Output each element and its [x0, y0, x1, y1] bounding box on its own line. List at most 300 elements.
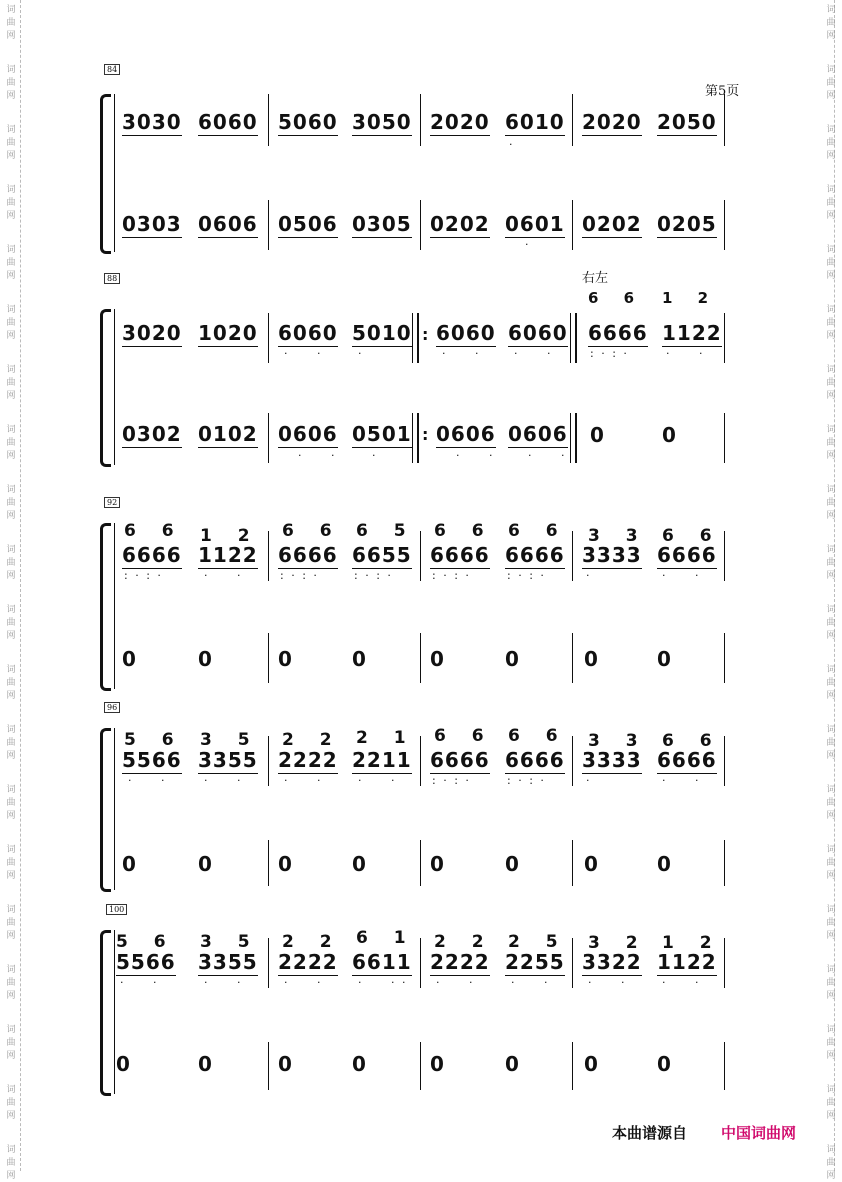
- note-group: 1122: [657, 950, 717, 974]
- watermark-char: 词: [6, 365, 16, 375]
- watermark-char: 曲: [6, 678, 16, 688]
- top-notes: 5 6: [116, 932, 176, 952]
- octave-dots: · ·: [358, 774, 397, 787]
- watermark-char: 词: [826, 125, 836, 135]
- hand-annotation: 右左: [582, 271, 609, 286]
- watermark-char: 网: [6, 31, 16, 41]
- note-group: 6666: [657, 543, 717, 567]
- watermark-char: 词: [826, 1025, 836, 1035]
- octave-dots: : · : ·: [124, 569, 163, 582]
- barline: [268, 736, 269, 786]
- note-group: 0303: [122, 212, 182, 236]
- rest: 0: [122, 852, 136, 876]
- watermark-char: 词: [6, 1025, 16, 1035]
- watermark-char: 词: [826, 665, 836, 675]
- rest: 0: [657, 852, 671, 876]
- barline: [572, 938, 573, 988]
- barline: [268, 94, 269, 146]
- octave-dot: ·: [586, 774, 592, 787]
- watermark-char: 曲: [826, 1098, 836, 1108]
- watermark-char: 网: [6, 1051, 16, 1061]
- rest: 0: [584, 1052, 598, 1076]
- note-group: 0305: [352, 212, 412, 236]
- watermark-char: 词: [6, 5, 16, 15]
- note-group: 0606: [436, 422, 496, 446]
- octave-dots: · ·: [204, 976, 243, 989]
- rest: 0: [278, 1052, 292, 1076]
- barline: [724, 736, 725, 786]
- watermark-char: 网: [6, 391, 16, 401]
- watermark-char: 网: [826, 391, 836, 401]
- top-notes: 3 3: [588, 526, 648, 546]
- watermark-char: 词: [6, 845, 16, 855]
- note-group: 2050: [657, 110, 717, 134]
- octave-dots: · ·: [588, 976, 627, 989]
- watermark-char: 曲: [6, 438, 16, 448]
- barline: [420, 840, 421, 886]
- watermark-char: 词: [826, 1085, 836, 1095]
- watermark-char: 网: [6, 91, 16, 101]
- watermark-char: 网: [6, 511, 16, 521]
- source-label: 本曲谱源自: [612, 1124, 688, 1142]
- score-system-92: [100, 497, 730, 692]
- ornament-notes: 1 2: [662, 289, 719, 307]
- octave-dots: · ·: [662, 976, 701, 989]
- watermark-char: 网: [6, 331, 16, 341]
- note-group: 0606: [508, 422, 568, 446]
- system-start-bar: [114, 309, 115, 465]
- double-barline: [412, 413, 419, 463]
- barline: [724, 938, 725, 988]
- watermark-char: 词: [826, 905, 836, 915]
- rest: 0: [584, 647, 598, 671]
- rest: 0: [278, 852, 292, 876]
- watermark-char: 网: [826, 151, 836, 161]
- note-group: 2255: [505, 950, 565, 974]
- rest: 0: [657, 1052, 671, 1076]
- double-barline: [570, 313, 577, 363]
- octave-dot: ·: [586, 569, 592, 582]
- barline: [420, 531, 421, 581]
- note-group: 3333: [582, 748, 642, 772]
- watermark-char: 网: [826, 1051, 836, 1061]
- octave-dots: · ·: [204, 569, 243, 582]
- note-group: 2020: [430, 110, 490, 134]
- watermark-char: 曲: [6, 618, 16, 628]
- watermark-char: 词: [826, 185, 836, 195]
- octave-dots: : · : ·: [432, 774, 471, 787]
- octave-dots: · ·: [284, 774, 323, 787]
- note-group: 0606: [198, 212, 258, 236]
- watermark-char: 网: [6, 451, 16, 461]
- watermark-char: 词: [826, 65, 836, 75]
- watermark-char: 曲: [826, 618, 836, 628]
- octave-dots: · ·: [436, 976, 475, 989]
- note-group: 6666: [505, 543, 565, 567]
- system-brace: [100, 94, 111, 254]
- watermark-char: 词: [6, 65, 16, 75]
- note-group: 5566: [116, 950, 176, 974]
- watermark-char: 网: [6, 271, 16, 281]
- note-group: 3050: [352, 110, 412, 134]
- top-notes: 2 1: [356, 728, 416, 748]
- rest: 0: [505, 647, 519, 671]
- note-group: 6666: [430, 543, 490, 567]
- note-group: 5566: [122, 748, 182, 772]
- score-system-88: [100, 273, 730, 468]
- octave-dots: · · ·: [358, 976, 408, 989]
- top-notes: 6 6: [508, 726, 568, 746]
- barline: [420, 94, 421, 146]
- watermark-char: 曲: [826, 258, 836, 268]
- octave-dot: ·: [372, 449, 378, 462]
- note-group: 6666: [430, 748, 490, 772]
- top-notes: 6 6: [124, 521, 184, 541]
- watermark-char: 词: [826, 245, 836, 255]
- top-notes: 5 6: [124, 730, 184, 750]
- barline: [268, 633, 269, 683]
- watermark-char: 词: [826, 965, 836, 975]
- watermark-char: 词: [826, 425, 836, 435]
- rest: 0: [352, 1052, 366, 1076]
- octave-dots: : · : ·: [507, 569, 546, 582]
- watermark-char: 词: [826, 785, 836, 795]
- note-group: 5060: [278, 110, 338, 134]
- note-group: 0302: [122, 422, 182, 446]
- note-group: 6666: [505, 748, 565, 772]
- watermark-char: 曲: [6, 258, 16, 268]
- note-group: 6655: [352, 543, 412, 567]
- note-group: 6060: [508, 321, 568, 345]
- note-group: 3333: [582, 543, 642, 567]
- octave-dots: : · : ·: [280, 569, 319, 582]
- barline: [420, 1042, 421, 1090]
- watermark-char: 网: [826, 571, 836, 581]
- note-group: 0202: [430, 212, 490, 236]
- barline: [420, 200, 421, 250]
- watermark-char: 曲: [826, 438, 836, 448]
- rest: 0: [198, 852, 212, 876]
- watermark-char: 曲: [6, 318, 16, 328]
- octave-dots: · ·: [662, 774, 701, 787]
- watermark-char: 曲: [6, 978, 16, 988]
- rest: 0: [584, 852, 598, 876]
- watermark-char: 曲: [6, 1158, 16, 1168]
- barline: [572, 633, 573, 683]
- watermark-char: 曲: [6, 498, 16, 508]
- octave-dots: · ·: [456, 449, 495, 462]
- note-group: 0601: [505, 212, 565, 236]
- rest: 0: [122, 647, 136, 671]
- note-group: 6666: [657, 748, 717, 772]
- note-group: 6666: [588, 321, 648, 345]
- watermark-char: 词: [6, 125, 16, 135]
- watermark-char: 词: [6, 785, 16, 795]
- barline: [724, 413, 725, 463]
- double-barline: [412, 313, 419, 363]
- score-system-84: [100, 64, 730, 254]
- measure-number: 84: [104, 64, 120, 75]
- note-group: 1122: [662, 321, 722, 345]
- rest: 0: [505, 1052, 519, 1076]
- watermark-char: 网: [826, 691, 836, 701]
- octave-dots: : · : ·: [432, 569, 471, 582]
- watermark-char: 网: [826, 631, 836, 641]
- watermark-char: 网: [826, 931, 836, 941]
- watermark-char: 网: [826, 871, 836, 881]
- watermark-char: 曲: [6, 738, 16, 748]
- note-group: 0202: [582, 212, 642, 236]
- octave-dots: · ·: [204, 774, 243, 787]
- site-link[interactable]: 中国词曲网: [721, 1124, 797, 1142]
- octave-dot: ·: [358, 347, 364, 360]
- repeat-sign: :: [422, 425, 429, 444]
- top-notes: 3 5: [200, 730, 260, 750]
- octave-dots: : · : ·: [590, 347, 629, 360]
- octave-dots: : · : ·: [354, 569, 393, 582]
- barline: [572, 840, 573, 886]
- watermark-char: 曲: [826, 798, 836, 808]
- measure-number: 100: [106, 904, 127, 915]
- watermark-char: 网: [6, 991, 16, 1001]
- system-start-bar: [114, 523, 115, 689]
- watermark-char: 词: [826, 5, 836, 15]
- watermark-char: 网: [6, 691, 16, 701]
- octave-dots: · ·: [442, 347, 481, 360]
- watermark-char: 曲: [826, 378, 836, 388]
- top-notes: 1 2: [662, 933, 722, 953]
- note-group: 6611: [352, 950, 412, 974]
- top-notes: 2 2: [434, 932, 494, 952]
- barline: [268, 1042, 269, 1090]
- score-system-96: [100, 702, 730, 892]
- rest: 0: [657, 647, 671, 671]
- note-group: 0501: [352, 422, 412, 446]
- rest: 0: [198, 1052, 212, 1076]
- double-barline: [570, 413, 577, 463]
- system-brace: [100, 523, 111, 691]
- watermark-char: 曲: [826, 558, 836, 568]
- note-group: 6060: [198, 110, 258, 134]
- top-notes: 3 3: [588, 731, 648, 751]
- barline: [572, 1042, 573, 1090]
- watermark-char: 网: [826, 991, 836, 1001]
- watermark-char: 词: [6, 1145, 16, 1155]
- watermark-char: 网: [826, 451, 836, 461]
- note-group: 6666: [278, 543, 338, 567]
- watermark-char: 词: [826, 845, 836, 855]
- watermark-char: 词: [826, 365, 836, 375]
- barline: [268, 531, 269, 581]
- note-group: 3355: [198, 950, 258, 974]
- rest: 0: [116, 1052, 130, 1076]
- ornament-notes: 6 6: [588, 289, 645, 307]
- watermark-char: 曲: [826, 918, 836, 928]
- system-start-bar: [114, 94, 115, 252]
- note-group: 0506: [278, 212, 338, 236]
- rest: 0: [352, 852, 366, 876]
- barline: [268, 413, 269, 463]
- watermark-char: 曲: [6, 138, 16, 148]
- watermark-char: 曲: [6, 198, 16, 208]
- watermark-char: 词: [826, 605, 836, 615]
- barline: [268, 200, 269, 250]
- octave-dots: · ·: [120, 976, 159, 989]
- system-start-bar: [114, 728, 115, 890]
- watermark-char: 网: [6, 751, 16, 761]
- rest: 0: [662, 423, 676, 447]
- watermark-char: 曲: [826, 318, 836, 328]
- watermark-char: 网: [6, 931, 16, 941]
- watermark-char: 网: [826, 811, 836, 821]
- watermark-char: 词: [6, 965, 16, 975]
- system-start-bar: [114, 930, 115, 1094]
- watermark-char: 曲: [6, 378, 16, 388]
- barline: [268, 313, 269, 363]
- watermark-char: 曲: [6, 1038, 16, 1048]
- rest: 0: [198, 647, 212, 671]
- watermark-char: 曲: [826, 858, 836, 868]
- watermark-char: 网: [6, 811, 16, 821]
- barline: [572, 736, 573, 786]
- octave-dots: · ·: [128, 774, 167, 787]
- watermark-char: 词: [6, 665, 16, 675]
- barline: [420, 736, 421, 786]
- watermark-char: 网: [826, 331, 836, 341]
- octave-dots: · ·: [514, 347, 553, 360]
- top-notes: 3 5: [200, 932, 260, 952]
- system-brace: [100, 309, 111, 467]
- rest: 0: [590, 423, 604, 447]
- watermark-char: 曲: [6, 18, 16, 28]
- barline: [724, 531, 725, 581]
- barline: [724, 840, 725, 886]
- watermark-char: 网: [826, 211, 836, 221]
- note-group: 3355: [198, 748, 258, 772]
- measure-number: 96: [104, 702, 120, 713]
- octave-dot: ·: [509, 138, 515, 151]
- watermark-char: 网: [6, 571, 16, 581]
- top-notes: 6 6: [662, 731, 722, 751]
- note-group: 1122: [198, 543, 258, 567]
- rest: 0: [430, 1052, 444, 1076]
- watermark-char: 曲: [6, 1098, 16, 1108]
- watermark-char: 词: [6, 545, 16, 555]
- measure-number: 92: [104, 497, 120, 508]
- note-group: 2020: [582, 110, 642, 134]
- note-group: 6010: [505, 110, 565, 134]
- watermark-char: 网: [6, 1111, 16, 1121]
- note-group: 6666: [122, 543, 182, 567]
- note-group: 2211: [352, 748, 412, 772]
- watermark-char: 曲: [826, 138, 836, 148]
- octave-dots: · ·: [511, 976, 550, 989]
- watermark-char: 网: [826, 91, 836, 101]
- watermark-char: 曲: [826, 1158, 836, 1168]
- rest: 0: [352, 647, 366, 671]
- barline: [724, 313, 725, 363]
- note-group: 0606: [278, 422, 338, 446]
- note-group: 6060: [436, 321, 496, 345]
- octave-dots: · ·: [666, 347, 705, 360]
- note-group: 1020: [198, 321, 258, 345]
- top-notes: 3 2: [588, 933, 648, 953]
- score-system-100: [100, 904, 730, 1094]
- watermark-char: 词: [826, 485, 836, 495]
- top-notes: 6 5: [356, 521, 416, 541]
- watermark-char: 曲: [826, 678, 836, 688]
- watermark-char: 网: [826, 31, 836, 41]
- watermark-char: 曲: [6, 78, 16, 88]
- watermark-char: 曲: [6, 858, 16, 868]
- watermark-char: 词: [6, 1085, 16, 1095]
- barline: [724, 633, 725, 683]
- note-group: 0102: [198, 422, 258, 446]
- top-notes: 6 1: [356, 928, 416, 948]
- note-group: 0205: [657, 212, 717, 236]
- watermark-char: 词: [6, 425, 16, 435]
- octave-dots: · ·: [528, 449, 567, 462]
- octave-dots: · ·: [298, 449, 337, 462]
- octave-dot: ·: [525, 238, 531, 251]
- watermark-char: 网: [6, 871, 16, 881]
- barline: [268, 840, 269, 886]
- note-group: 2222: [278, 950, 338, 974]
- watermark-char: 网: [826, 1171, 836, 1181]
- barline: [572, 531, 573, 581]
- watermark-char: 曲: [6, 918, 16, 928]
- octave-dots: : · : ·: [507, 774, 546, 787]
- rest: 0: [430, 852, 444, 876]
- octave-dots: · ·: [662, 569, 701, 582]
- watermark-char: 词: [6, 245, 16, 255]
- watermark-char: 词: [6, 485, 16, 495]
- watermark-char: 词: [6, 605, 16, 615]
- octave-dots: · ·: [284, 976, 323, 989]
- watermark-char: 网: [6, 211, 16, 221]
- top-notes: 2 2: [282, 932, 342, 952]
- watermark-char: 词: [826, 305, 836, 315]
- top-notes: 6 6: [662, 526, 722, 546]
- watermark-char: 词: [826, 725, 836, 735]
- repeat-sign: :: [422, 325, 429, 344]
- watermark-char: 曲: [826, 198, 836, 208]
- watermark-char: 网: [6, 151, 16, 161]
- page-label: 第5页: [705, 84, 740, 99]
- top-notes: 6 6: [434, 726, 494, 746]
- watermark-char: 曲: [826, 738, 836, 748]
- watermark-char: 词: [6, 305, 16, 315]
- rest: 0: [505, 852, 519, 876]
- watermark-char: 网: [6, 631, 16, 641]
- watermark-char: 曲: [826, 978, 836, 988]
- barline: [724, 1042, 725, 1090]
- note-group: 3030: [122, 110, 182, 134]
- barline: [420, 633, 421, 683]
- watermark-char: 词: [6, 185, 16, 195]
- rest: 0: [430, 647, 444, 671]
- watermark-char: 曲: [826, 1038, 836, 1048]
- watermark-char: 网: [6, 1171, 16, 1181]
- octave-dots: · ·: [284, 347, 323, 360]
- watermark-char: 网: [826, 511, 836, 521]
- note-group: 6060: [278, 321, 338, 345]
- watermark-char: 词: [826, 545, 836, 555]
- barline: [724, 200, 725, 250]
- watermark-char: 网: [826, 271, 836, 281]
- barline: [572, 94, 573, 146]
- watermark-char: 曲: [826, 498, 836, 508]
